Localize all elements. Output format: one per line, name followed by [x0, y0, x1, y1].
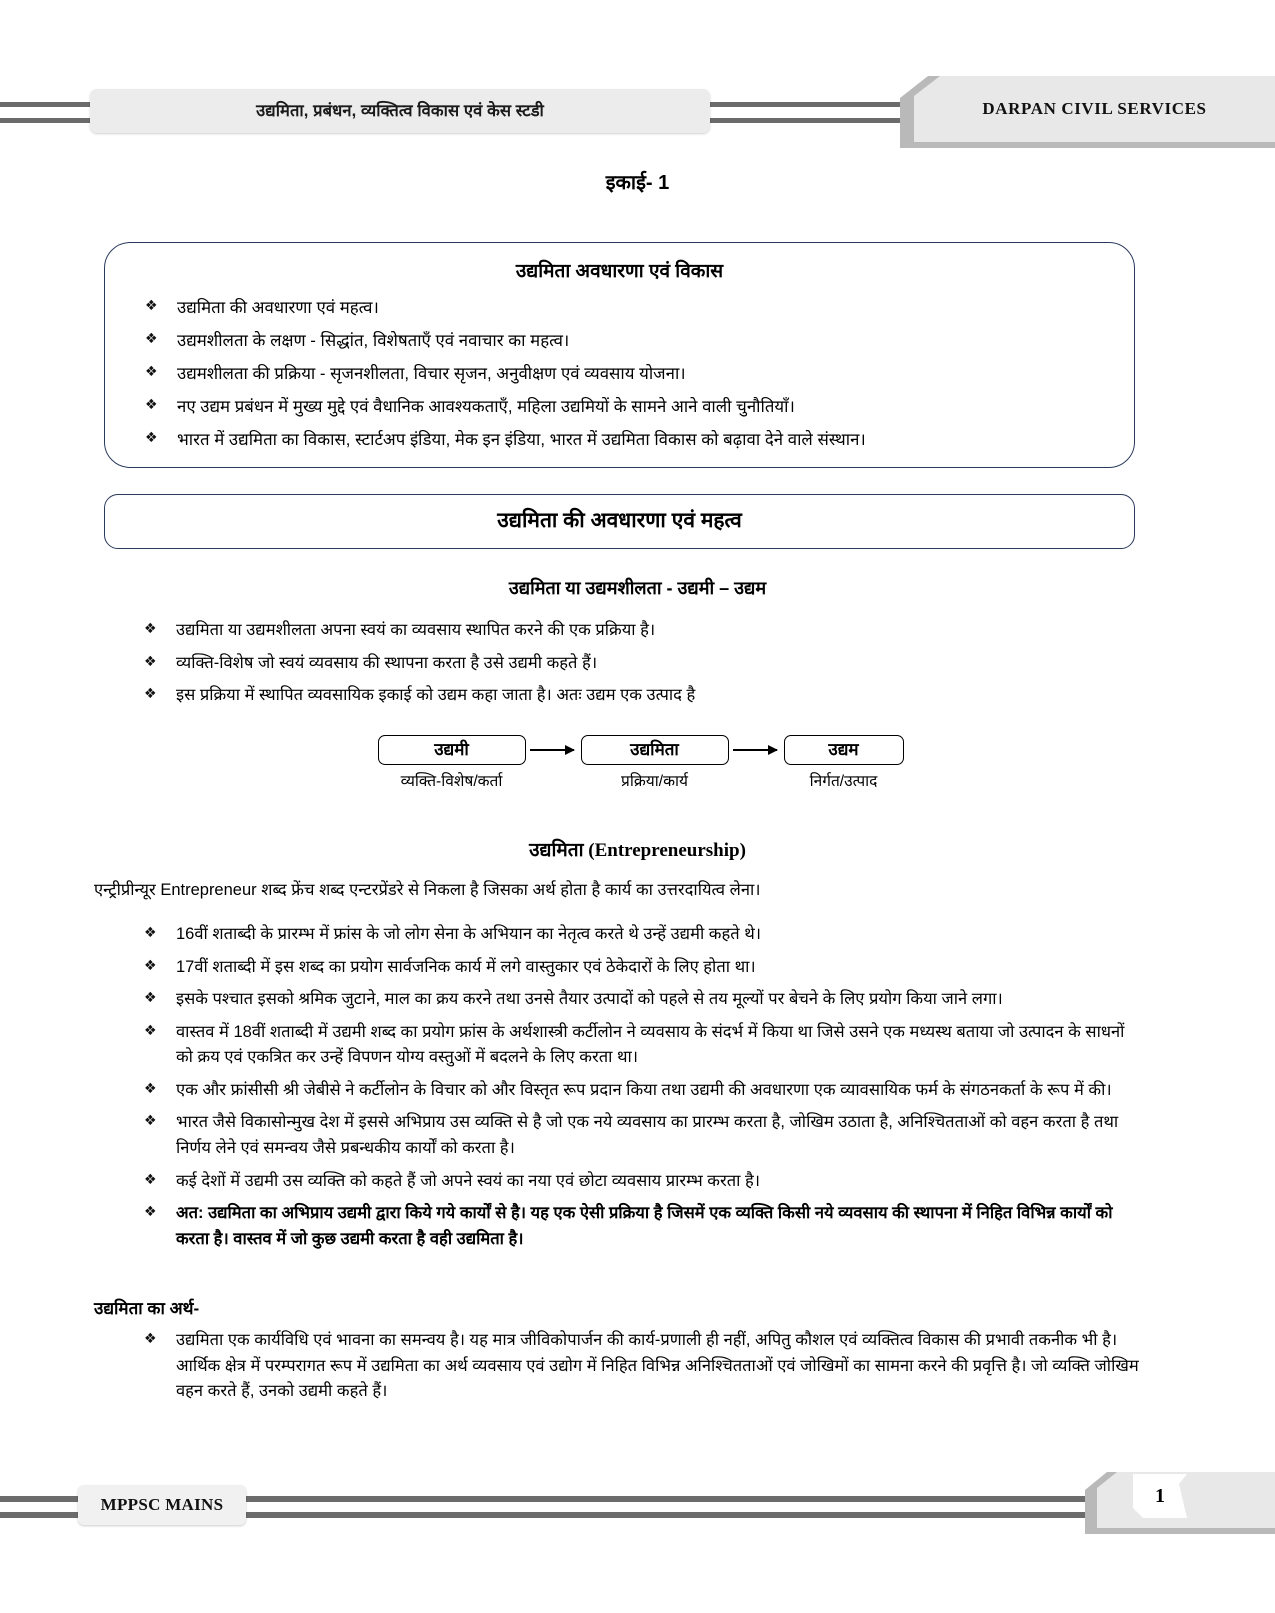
diamond-bullet-icon: ❖ [144, 685, 157, 702]
list-item [131, 427, 1108, 453]
list-item [131, 328, 1108, 354]
diamond-bullet-icon: ❖ [144, 1170, 157, 1187]
diamond-bullet-icon: ❖ [144, 1112, 157, 1129]
list-item-text: व्यक्ति-विशेष जो स्वयं व्यवसाय की स्थापना करता है उसे उद्यमी कहते हैं। [176, 653, 598, 672]
page-number: 1 [1155, 1485, 1165, 1507]
diamond-bullet-icon: ❖ [144, 956, 157, 973]
diamond-bullet-icon: ❖ [145, 429, 158, 446]
list-item [131, 361, 1108, 387]
list-item-text: इस प्रक्रिया में स्थापित व्यवसायिक इकाई को उद्यम कहा जाता है। अतः उद्यम एक उत्पाद है [176, 686, 696, 705]
list-item-text: उद्यमिता एक कार्यविधि एवं भावना का समन्वय है। यह मात्र जीविकोपार्जन की कार्य-प्रणाली ही नहीं, अपितु कौशल एवं व्यक्तित्व विकास की प्रभावी तकनीक भी है। आर्थिक क्षेत्र में परम्परागत रूप में उद्यमिता का अर्थ व्यवसाय एवं उद्योग में निहित विभिन्न अनिश्चितताओं एवं जोखिमों का सामना करने की प्रवृत्ति है। जो व्यक्ति जोखिम वहन करते हैं, उनको उद्यमी कहते हैं। [176, 1331, 1139, 1401]
flow-caption-udyamita: प्रक्रिया/कार्य [621, 773, 688, 790]
list-item-text: 16वीं शताब्दी के प्रारम्भ में फ्रांस के जो लोग सेना के अभियान का नेतृत्व करते थे उन्हें उद्यमी कहते थे। [176, 925, 762, 943]
diamond-bullet-icon: ❖ [144, 1330, 157, 1346]
topic-box [104, 494, 1135, 549]
syllabus-box [104, 242, 1135, 468]
flow-node-udyam: उद्यम [784, 735, 904, 765]
diamond-bullet-icon: ❖ [145, 297, 158, 313]
list-item [130, 1078, 1140, 1104]
diamond-bullet-icon: ❖ [145, 330, 158, 347]
header-brand-banner [900, 76, 1275, 148]
diamond-bullet-icon: ❖ [144, 924, 157, 940]
list-item-text: एक और फ्रांसीसी श्री जेबीसे ने कर्टीलोन के विचार को और विस्तृत रूप प्रदान किया तथा उद्यमी की अवधारणा एक व्यावसायिक फर्म के संगठनकर्ता के रूप में की। [176, 1080, 1112, 1099]
diamond-bullet-icon: ❖ [145, 363, 158, 380]
flow-node-udyami: उद्यमी [378, 735, 526, 765]
list-item-text: भारत में उद्यमिता का विकास, स्टार्टअप इंडिया, मेक इन इंडिया, भारत में उद्यमिता विकास को बढ़ावा देने वाले संस्थान। [177, 430, 866, 450]
section-one-list [130, 618, 1140, 709]
list-item-text: उद्यमशीलता की प्रक्रिया - सृजनशीलता, विचार सृजन, अनुवीक्षण एवं व्यवसाय योजना। [177, 364, 686, 384]
section-two-subheading: उद्यमिता (Entrepreneurship) [529, 840, 746, 861]
flow-caption-udyam: निर्गत/उत्पाद [809, 773, 878, 790]
section-three-list-block [130, 1328, 1140, 1412]
diamond-bullet-icon: ❖ [144, 1203, 157, 1220]
list-item [131, 295, 1108, 321]
list-item [130, 955, 1140, 981]
list-item-text: उद्यमिता या उद्यमशीलता अपना स्वयं का व्यवसाय स्थापित करने की एक प्रक्रिया है। [176, 621, 656, 639]
list-item [130, 1169, 1140, 1195]
list-item [130, 922, 1140, 948]
list-item [130, 683, 1140, 709]
section-two-intro: एन्ट्रीप्रीन्यूर Entrepreneur शब्द फ्रेंच शब्द एन्टरप्रेंडरे से निकला है जिसका अर्थ होता है कार्य का उत्तरदायित्व लेना। [94, 881, 761, 899]
diamond-bullet-icon: ❖ [144, 652, 157, 669]
list-item [130, 987, 1140, 1013]
topic-box-heading: उद्यमिता की अवधारणा एवं महत्व [497, 509, 742, 532]
list-item [130, 1328, 1140, 1405]
diamond-bullet-icon: ❖ [144, 1021, 157, 1038]
section-three-label: उद्यमिता का अर्थ- [94, 1299, 200, 1318]
list-item-text: उद्यमशीलता के लक्षण - सिद्धांत, विशेषताएँ एवं नवाचार का महत्व। [177, 331, 570, 351]
page-number-banner [1085, 1472, 1275, 1534]
section-two-list-block [130, 922, 1140, 1259]
section-three-list [130, 1328, 1140, 1405]
flow-caption-udyami: व्यक्ति-विशेष/कर्ता [400, 773, 503, 790]
list-item-text: वास्तव में 18वीं शताब्दी में उद्यमी शब्द का प्रयोग फ्रांस के अर्थशास्त्री कर्टीलोन ने व्यवसाय के संदर्भ में किया था जिसे उसने एक मध्यस्थ बताया जो उत्पादन के साधनों को क्रय एवं एकत्रित कर उन्हें विपणन योग्य वस्तुओं में बदलने के लिए करता था। [176, 1022, 1125, 1067]
list-item-text: भारत जैसे विकासोन्मुख देश में इससे अभिप्राय उस व्यक्ति से है जो एक नये व्यवसाय का प्रारम्भ करता है, जोखिम उठाता है, अनिश्चितताओं को वहन करता है तथा निर्णय लेने एवं समन्वय जैसे प्रबन्धकीय कार्यों को करता है। [176, 1113, 1119, 1157]
list-item [130, 1201, 1140, 1252]
flow-arrow-icon [733, 749, 777, 751]
footer-brand-text: MPPSC MAINS [100, 1495, 224, 1514]
section-two-list [130, 922, 1140, 1252]
entrepreneur-flow-diagram [0, 735, 1275, 805]
diamond-bullet-icon: ❖ [145, 396, 158, 413]
list-item [130, 1110, 1140, 1161]
list-item [130, 618, 1140, 644]
diamond-bullet-icon: ❖ [144, 989, 157, 1006]
header-title: उद्यमिता, प्रबंधन, व्यक्तित्व विकास एवं केस स्टडी [256, 102, 544, 120]
diamond-bullet-icon: ❖ [144, 1079, 157, 1096]
list-item-text: 17वीं शताब्दी में इस शब्द का प्रयोग सार्वजनिक कार्य में लगे वास्तुकार एवं ठेकेदारों के लिए होता था। [176, 957, 756, 976]
list-item-text: इसके पश्चात इसको श्रमिक जुटाने, माल का क्रय करने तथा उनसे तैयार उत्पादों को पहले से तय मूल्यों पर बेचने के लिए प्रयोग किया जाने लगा। [176, 990, 1003, 1009]
header-brand-text: DARPAN CIVIL SERVICES [982, 99, 1207, 118]
list-item-text: कई देशों में उद्यमी उस व्यक्ति को कहते हैं जो अपने स्वयं का नया एवं छोटा व्यवसाय प्रारम्भ करता है। [176, 1171, 760, 1190]
diamond-bullet-icon: ❖ [144, 620, 157, 636]
section-one-list-block [130, 618, 1140, 716]
flow-node-udyamita: उद्यमिता [581, 735, 729, 765]
page-footer [0, 1485, 1275, 1548]
list-item [131, 394, 1108, 420]
list-item [130, 651, 1140, 677]
syllabus-list [131, 295, 1108, 453]
flow-arrow-icon [530, 749, 574, 751]
list-item-text: अत: उद्यमिता का अभिप्राय उद्यमी द्वारा किये गये कार्यों से है। यह एक ऐसी प्रक्रिया है जिसमें एक व्यक्ति किसी नये व्यवसाय की स्थापना में निहित विभिन्न कार्यों को करता है। वास्तव में जो कुछ उद्यमी करता है वही उद्यमिता है। [176, 1204, 1113, 1248]
section-one-subheading: उद्यमिता या उद्यमशीलता - उद्यमी – उद्यम [508, 578, 767, 598]
page-header [0, 86, 1275, 148]
list-item-text: उद्यमिता की अवधारणा एवं महत्व। [177, 298, 379, 317]
syllabus-box-heading: उद्यमिता अवधारणा एवं विकास [515, 261, 724, 282]
list-item-text: नए उद्यम प्रबंधन में मुख्य मुद्दे एवं वैधानिक आवश्यकताएँ, महिला उद्यमियों के सामने आने वाली चुनौतियाँ। [177, 397, 795, 417]
unit-title: इकाई- 1 [605, 172, 670, 194]
list-item [130, 1020, 1140, 1071]
